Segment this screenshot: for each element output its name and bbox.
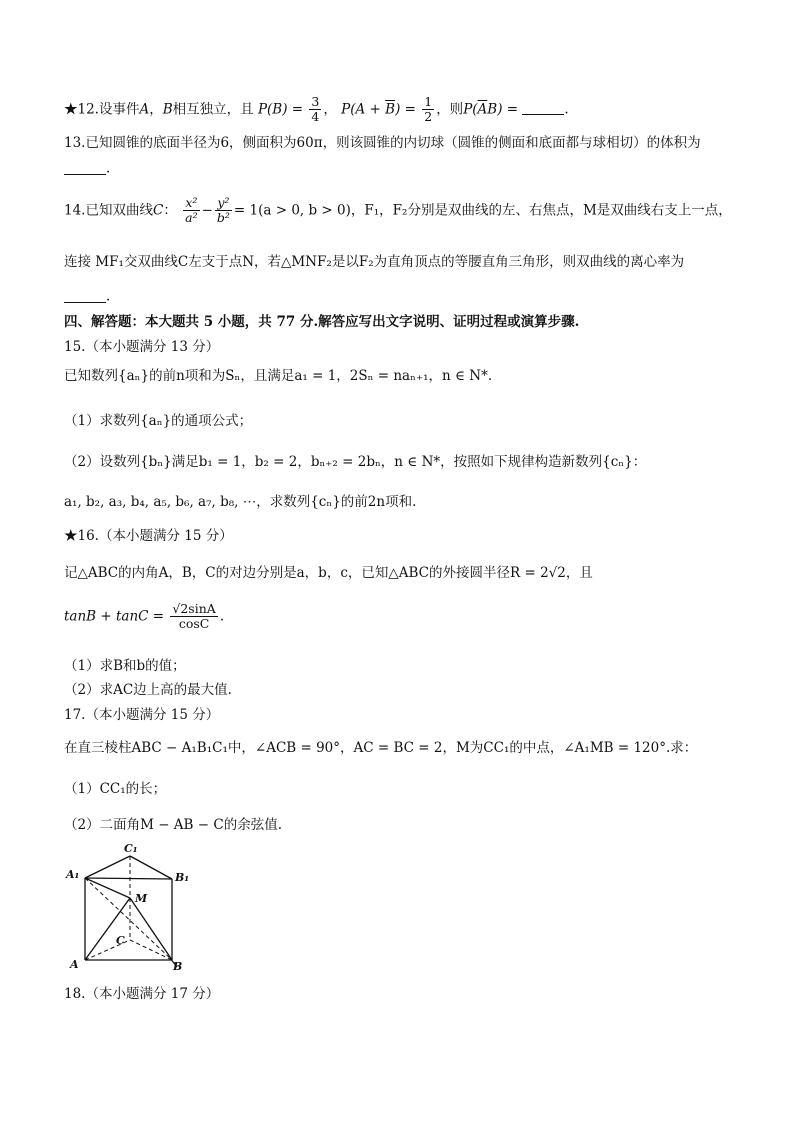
question-13: 13.已知圆锥的底面半径为6，侧面积为60π，则该圆锥的内切球（圆锥的侧面和底面都与球相切）的体积为 (64, 135, 701, 151)
question-15-stem: 已知数列{aₙ}的前n项和为Sₙ，且满足a₁ = 1，2Sₙ = naₙ₊₁，n ∈ N*. (64, 368, 493, 384)
fraction-y2-b2: $\frac{\text{y²}}{\text{b²}}$ (216, 195, 230, 226)
question-15-part-1: （1）求数列{aₙ}的通项公式； (64, 413, 253, 429)
question-18-header: 18.（本小题满分 17 分） (64, 986, 220, 1002)
section-4-title: 四、解答题：本大题共 5 小题，共 77 分.解答应写出文字说明、证明过程或演算步骤. (64, 314, 580, 330)
question-17-part-1: （1）CC₁的长； (64, 781, 167, 797)
question-15-header: 15.（本小题满分 13 分） (64, 339, 220, 355)
answer-blank[interactable] (64, 288, 106, 303)
answer-blank[interactable] (522, 101, 564, 116)
edge-a1-b1 (85, 878, 172, 879)
edge-a1-c1 (85, 856, 130, 878)
question-14: 14.已知双曲线C： $\frac{\text{x²}}{\text{a²}}$ − $\frac{\text{y²}}{\text{b²}}$ = 1(a > 0, b > 0)，F₁，F₂分别是双曲线的左、右焦点，M是双曲线右支上一点， (64, 195, 732, 226)
question-17-header: 17.（本小题满分 15 分） (64, 707, 220, 723)
question-15-part-2b: a₁, b₂, a₃, b₄, a₅, b₆, a₇, b₈, ⋯，求数列{cₙ}的前2n项和. (64, 494, 417, 510)
question-13-blank-line: . (64, 160, 744, 177)
answer-blank[interactable] (64, 160, 106, 175)
fraction-1-2: $\frac{1}{2}$ (424, 94, 433, 125)
question-14-line-2: 连接 MF₁交双曲线C左支于点N，若△MNF₂是以F₂为直角顶点的等腰直角三角形，则双曲线的离心率为 (64, 254, 685, 270)
question-16-header: ★16.（本小题满分 15 分） (64, 528, 233, 544)
question-16-stem: 记△ABC的内角A，B，C的对边分别是a，b，c，已知△ABC的外接圆半径R = 2√2，且 (64, 565, 593, 581)
question-17-part-2: （2）二面角M − AB − C的余弦值. (64, 817, 282, 833)
label-m: M (135, 892, 148, 905)
star-mark: ★ (64, 101, 78, 118)
label-a: A (70, 958, 79, 971)
label-a1: A₁ (66, 868, 80, 881)
fraction-3-4: $\frac{3}{4}$ (311, 94, 320, 125)
edge-c1-b1 (130, 856, 172, 879)
question-16-part-2: （2）求AC边上高的最大值. (64, 682, 232, 698)
question-16-equation: tanB + tanC = $\frac{√2\sin A}{\cos C}$ . (64, 601, 225, 632)
fraction-x2-a2: $\frac{\text{x²}}{\text{a²}}$ (185, 195, 198, 226)
segment-m-a (85, 898, 130, 960)
segment-m-b (130, 898, 172, 960)
hidden-diagonal (85, 878, 172, 960)
label-b1: B₁ (175, 871, 190, 884)
segment-a1-m (85, 878, 130, 898)
label-c: C (116, 934, 125, 947)
question-12: ★12.设事件A，B相互独立，且 P(B) = $\frac{3}{4}$ ， $P(A + \overline{B})$ = $\frac{1}{2}$ ，则$P(\overline{A}B)$ = . (64, 94, 569, 125)
question-16-part-1: （1）求B和b的值； (64, 658, 186, 674)
question-15-part-2: （2）设数列{bₙ}满足b₁ = 1，b₂ = 2，bₙ₊₂ = 2bₙ，n ∈ N*，按照如下规律构造新数列{cₙ}： (64, 454, 647, 470)
question-17-stem: 在直三棱柱ABC − A₁B₁C₁中，∠ACB = 90°，AC = BC = 2，M为CC₁的中点，∠A₁MB = 120°.求： (64, 740, 698, 756)
label-b: B (173, 960, 183, 973)
prism-figure (62, 836, 192, 976)
question-14-blank-line: . (64, 288, 744, 305)
fraction-sinA-cosC: $\frac{√2\sin A}{\cos C}$ (172, 601, 216, 632)
label-c1: C₁ (124, 842, 138, 855)
